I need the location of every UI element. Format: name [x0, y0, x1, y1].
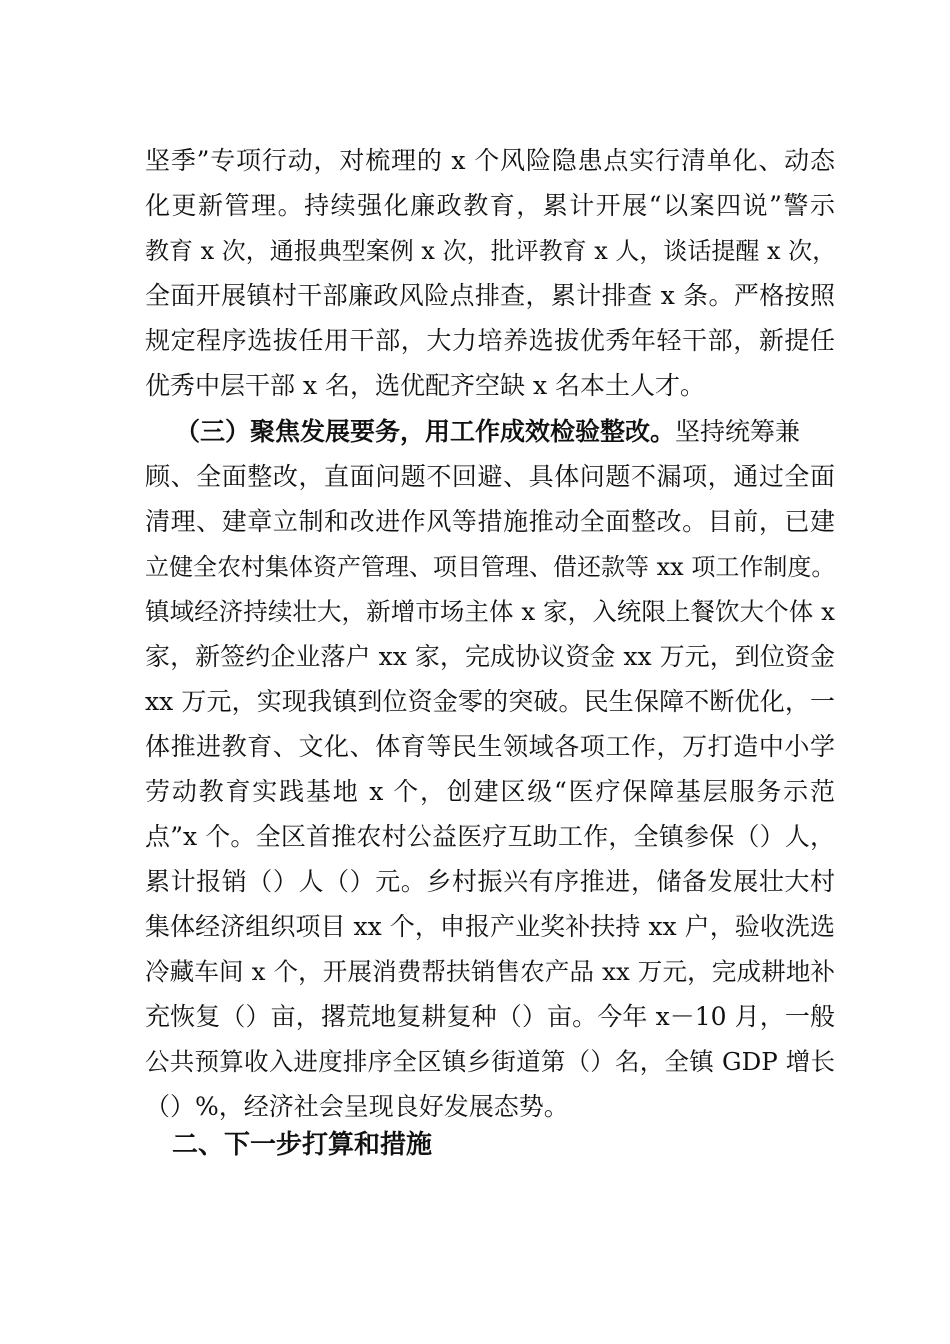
paragraph-2-line-15: 公共预算收入进度排序全区镇乡街道第（）名，全镇 GDP 增长: [145, 1047, 835, 1076]
paragraph-2-line-4: 立健全农村集体资产管理、项目管理、借还款等 xx 项工作制度。: [145, 553, 836, 581]
section-heading: 二、下一步打算和措施: [172, 1130, 433, 1160]
paragraph-2-line-7: xx 万元，实现我镇到位资金零的突破。民生保障不断优化，一: [145, 687, 835, 716]
paragraph-2-line-13: 冷藏车间 x 个，开展消费帮扶销售农产品 xx 万元，完成耕地补: [145, 957, 835, 986]
paragraph-1-line-3: 教育 x 次，通报典型案例 x 次，批评教育 x 人，谈话提醒 x 次，: [145, 237, 837, 265]
paragraph-2-line-9: 劳动教育实践基地 x 个，创建区级“医疗保障基层服务示范: [145, 777, 835, 806]
paragraph-2-line-16: （）%，经济社会呈现良好发展态势。: [145, 1092, 569, 1121]
paragraph-2-line-2: 顾、全面整改，直面问题不回避、具体问题不漏项，通过全面: [145, 462, 835, 491]
paragraph-1-line-5: 规定程序选拔任用干部，大力培养选拔优秀年轻干部，新提任: [145, 326, 835, 355]
paragraph-2-line-14: 充恢复（）亩，撂荒地复耕复种（）亩。今年 x－10 月，一般: [145, 1002, 835, 1031]
paragraph-2-line-6: 家，新签约企业落户 xx 家，完成协议资金 xx 万元，到位资金: [145, 642, 835, 671]
paragraph-2-line-5: 镇域经济持续壮大，新增市场主体 x 家，入统限上餐饮大个体 x: [145, 597, 835, 626]
paragraph-2-line-1-rest: 坚持统筹兼: [675, 417, 801, 446]
paragraph-2-line-10: 点”x 个。全区首推农村公益医疗互助工作，全镇参保（）人，: [145, 822, 835, 851]
paragraph-2-line-1: [175, 410, 835, 454]
subsection-heading: （三）聚焦发展要务，用工作成效检验整改。: [175, 417, 676, 446]
paragraph-1-line-6: 优秀中层干部 x 名，选优配齐空缺 x 名本土人才。: [145, 371, 705, 400]
paragraph-2-line-12: 集体经济组织项目 xx 个，申报产业奖补扶持 xx 户，验收洗选: [145, 912, 835, 941]
paragraph-1-line-4: 全面开展镇村干部廉政风险点排查，累计排查 x 条。严格按照: [145, 281, 835, 310]
paragraph-2-line-8: 体推进教育、文化、体育等民生领域各项工作，万打造中小学: [145, 732, 835, 761]
paragraph-2-line-11: 累计报销（）人（）元。乡村振兴有序推进，储备发展壮大村: [145, 867, 835, 896]
paragraph-1-line-2: 化更新管理。持续强化廉政教育，累计开展“以案四说”警示: [145, 191, 835, 220]
paragraph-1-line-1: 坚季”专项行动，对梳理的 x 个风险隐患点实行清单化、动态: [145, 146, 835, 175]
paragraph-2-line-3: 清理、建章立制和改进作风等措施推动全面整改。目前，已建: [145, 507, 835, 536]
